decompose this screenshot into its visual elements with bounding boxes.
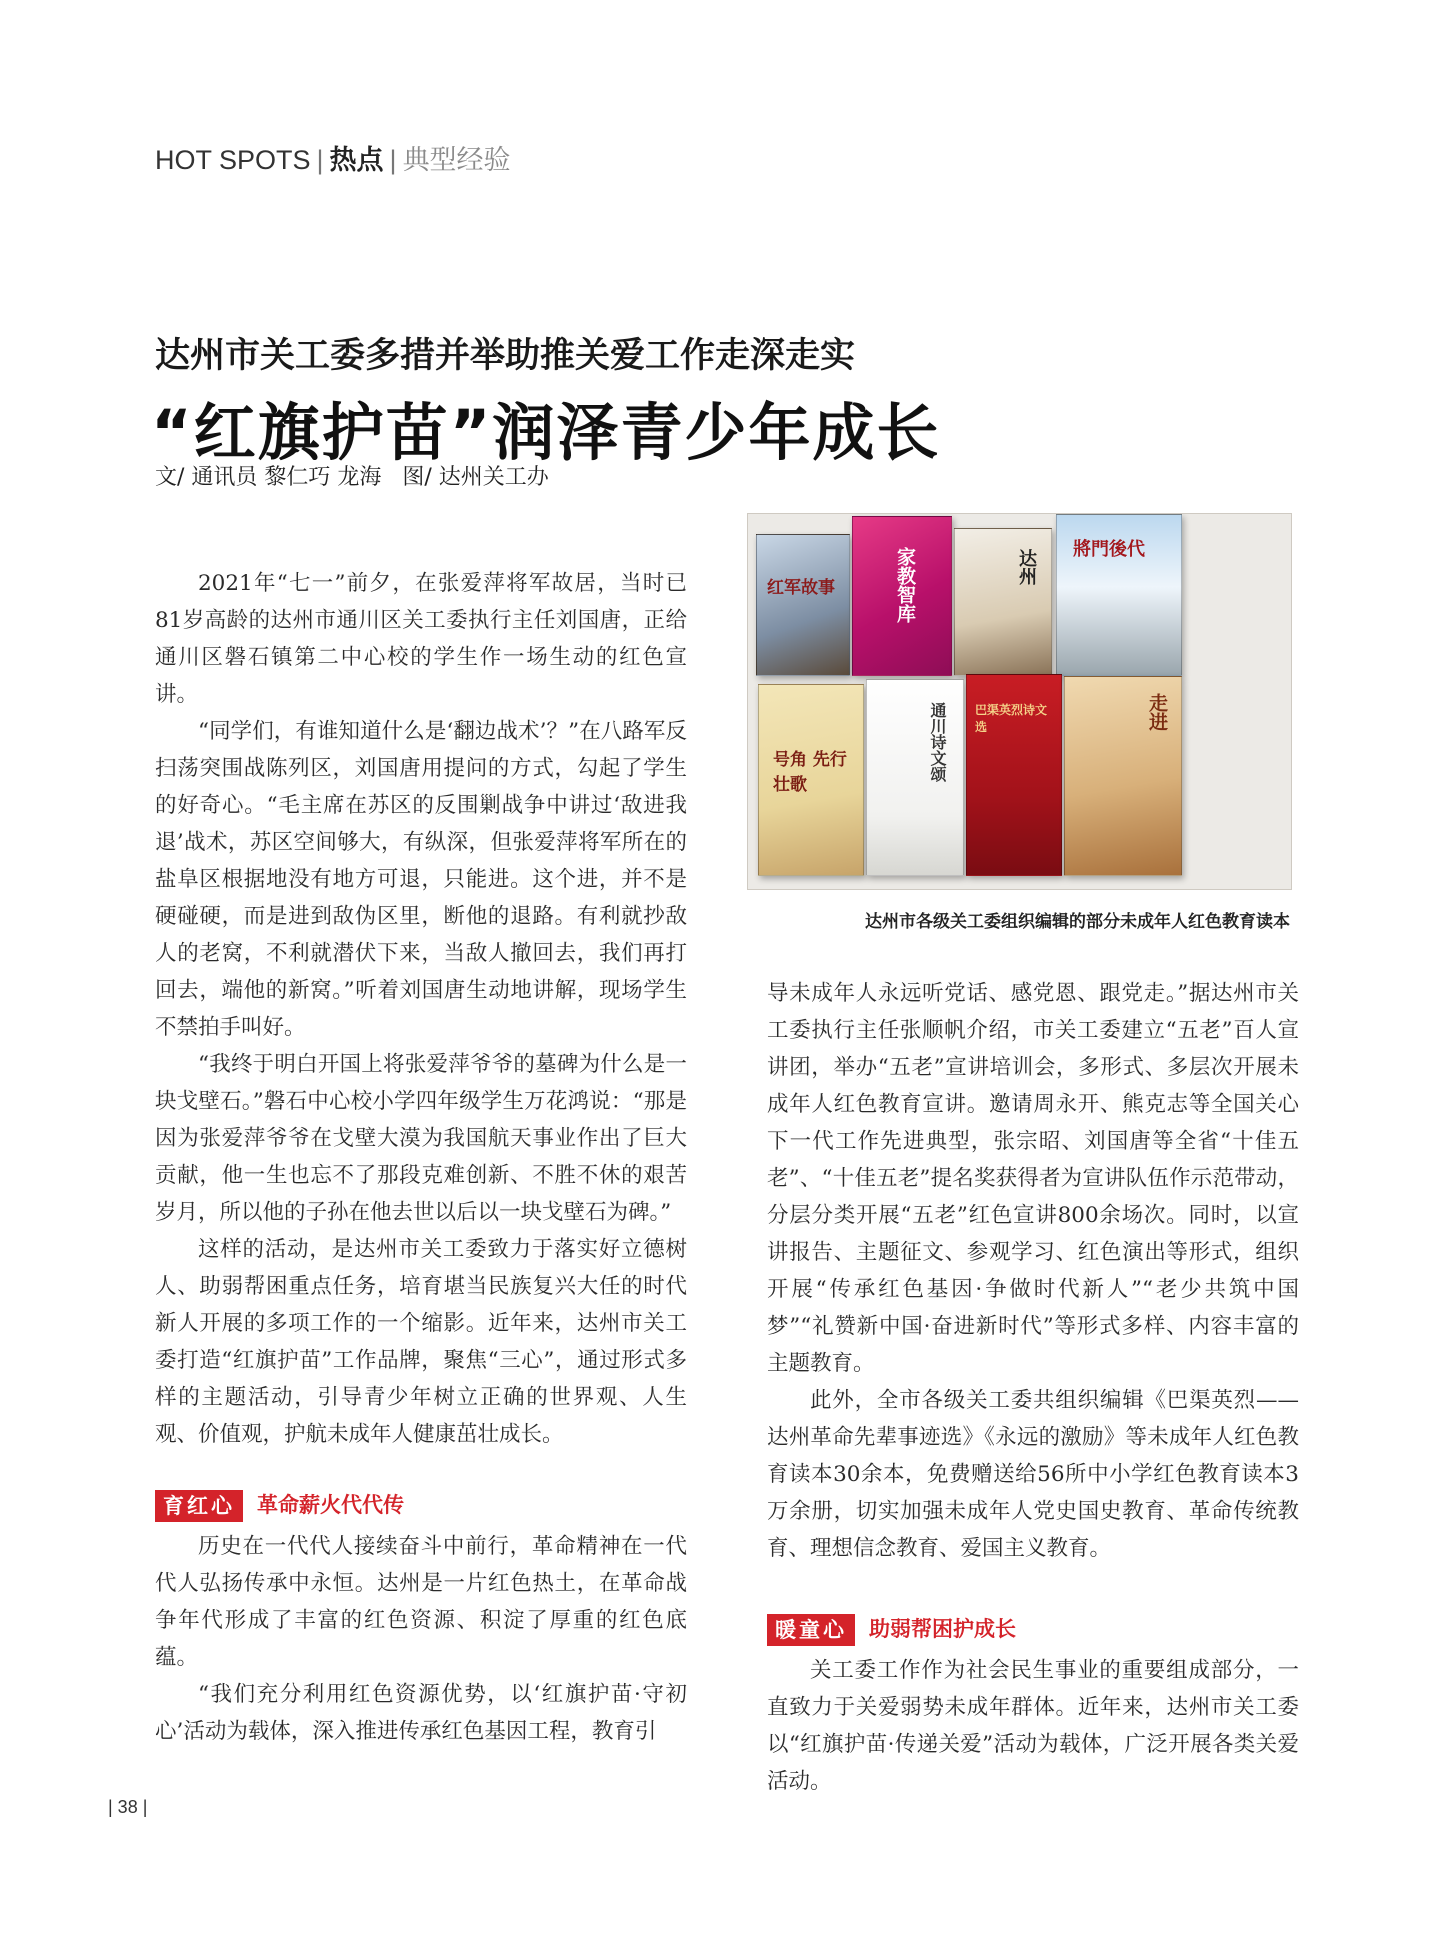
section-title: 助弱帮困护成长	[869, 1617, 1016, 1641]
books-photo	[747, 513, 1292, 890]
book-cover: 走进	[1064, 676, 1182, 876]
paragraph: “我们充分利用红色资源优势，以‘红旗护苗·守初心’活动为载体，深入推进传承红色基因工程，教育引	[155, 1682, 687, 1744]
header-divider: |	[389, 145, 397, 175]
book-cover: 红军故事	[756, 534, 850, 676]
paragraph: “同学们，有谁知道什么是‘翻边战术’？”在八路军反扫荡突围战陈列区，刘国唐用提问的方式，勾起了学生的好奇心。“毛主席在苏区的反围剿战争中讲过‘敌进我退’战术，苏区空间够大，有纵深，但张爱萍将军所在的盐阜区根据地没有地方可退，只能进。这个进，并不是硬碰硬，而是进到敌伪区里，断他的退路。有利就抄敌人的老窝，不利就潜伏下来，当敌人撤回去，我们再打回去，端他的新窝。”听着刘国唐生动地讲解，现场学生不禁拍手叫好。	[155, 719, 687, 1040]
book-cover: 达州	[954, 528, 1052, 676]
byline-author: 文/ 通讯员 黎仁巧 龙海	[155, 465, 382, 490]
section-heading-warm-heart	[767, 1611, 1299, 1648]
section-tag: 育红心	[155, 1490, 243, 1522]
byline-photo-credit: 图/ 达州关工办	[402, 465, 549, 490]
book-cover: 家教智库	[852, 516, 952, 676]
section-header	[155, 138, 511, 177]
book-cover: 將門後代	[1056, 514, 1182, 676]
paragraph: “我终于明白开国上将张爱萍爷爷的墓碑为什么是一块戈壁石。”磐石中心校小学四年级学生万花鸿说：“那是因为张爱萍爷爷在戈壁大漠为我国航天事业作出了巨大贡献，他一生也忘不了那段克难创新、不胜不休的艰苦岁月，所以他的子孙在他去世以后以一块戈壁石为碑。”	[155, 1052, 687, 1225]
right-column	[767, 975, 1299, 1800]
byline	[155, 460, 549, 491]
header-divider: |	[316, 145, 324, 175]
section-heading-red-heart	[155, 1487, 687, 1524]
photo-caption: 达州市各级关工委组织编辑的部分未成年人红色教育读本	[865, 912, 1290, 932]
header-category: 典型经验	[402, 145, 511, 176]
section-tag: 暖童心	[767, 1614, 855, 1646]
header-english: HOT SPOTS	[155, 145, 311, 175]
book-cover: 通川诗文颂	[866, 679, 964, 876]
paragraph: 此外，全市各级关工委共组织编辑《巴渠英烈——达州革命先辈事迹选》《永远的激励》等未成年人红色教育读本30余本，免费赠送给56所中小学红色教育读本3万余册，切实加强未成年人党史国史教育、革命传统教育、理想信念教育、爱国主义教育。	[767, 1388, 1299, 1561]
paragraph: 这样的活动，是达州市关工委致力于落实好立德树人、助弱帮困重点任务，培育堪当民族复兴大任的时代新人开展的多项工作的一个缩影。近年来，达州市关工委打造“红旗护苗”工作品牌，聚焦“三心”，通过形式多样的主题活动，引导青少年树立正确的世界观、人生观、价值观，护航未成年人健康茁壮成长。	[155, 1237, 687, 1447]
paragraph: 历史在一代代人接续奋斗中前行，革命精神在一代代人弘扬传承中永恒。达州是一片红色热土，在革命战争年代形成了丰富的红色资源、积淀了厚重的红色底蕴。	[155, 1534, 687, 1670]
left-column	[155, 565, 687, 1750]
section-title: 革命薪火代代传	[257, 1493, 404, 1517]
paragraph: 2021年“七一”前夕，在张爱萍将军故居，当时已81岁高龄的达州市通川区关工委执行主任刘国唐，正给通川区磐石镇第二中心校的学生作一场生动的红色宣讲。	[155, 571, 687, 707]
paragraph: 导未成年人永远听党话、感党恩、跟党走。”据达州市关工委执行主任张顺帆介绍，市关工委建立“五老”百人宣讲团，举办“五老”宣讲培训会，多形式、多层次开展未成年人红色教育宣讲。邀请周永开、熊克志等全国关心下一代工作先进典型，张宗昭、刘国唐等全省“十佳五老”、“十佳五老”提名奖获得者为宣讲队伍作示范带动，分层分类开展“五老”红色宣讲800余场次。同时，以宣讲报告、主题征文、参观学习、红色演出等形式，组织开展“传承红色基因·争做时代新人”“老少共筑中国梦”“礼赞新中国·奋进新时代”等形式多样、内容丰富的主题教育。	[767, 981, 1299, 1376]
article-title: “红旗护苗”润泽青少年成长	[151, 396, 941, 469]
book-cover: 巴渠英烈诗文选	[966, 674, 1062, 876]
header-hot: 热点	[329, 145, 384, 176]
book-cover: 号角 先行壮歌	[758, 684, 864, 876]
page-number: | 38 |	[108, 1797, 148, 1817]
paragraph: 关工委工作作为社会民生事业的重要组成部分，一直致力于关爱弱势未成年群体。近年来，达州市关工委以“红旗护苗·传递关爱”活动为载体，广泛开展各类关爱活动。	[767, 1658, 1299, 1794]
article-subtitle: 达州市关工委多措并举助推关爱工作走深走实	[155, 335, 856, 376]
